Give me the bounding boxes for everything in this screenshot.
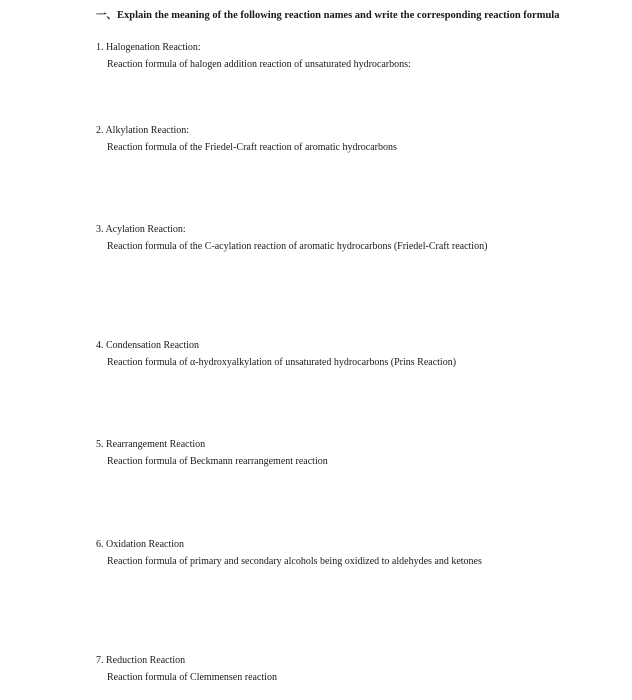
item-6-title: 6. Oxidation Reaction xyxy=(96,539,185,550)
item-4-title: 4. Condensation Reaction xyxy=(96,340,200,351)
item-7-description: Reaction formula of Clemmensen reaction xyxy=(107,672,277,683)
item-3-title: 3. Acylation Reaction: xyxy=(96,224,186,235)
item-7-title: 7. Reduction Reaction xyxy=(96,655,186,666)
item-1-description: Reaction formula of halogen addition reaction of unsaturated hydrocarbons: xyxy=(107,59,411,70)
page-heading: 一、Explain the meaning of the following reaction names and write the corresponding reaction formula xyxy=(96,10,560,21)
item-5-description: Reaction formula of Beckmann rearrangement reaction xyxy=(107,456,328,467)
item-2-description: Reaction formula of the Friedel-Craft reaction of aromatic hydrocarbons xyxy=(107,142,397,153)
item-1-title: 1. Halogenation Reaction: xyxy=(96,42,201,53)
item-4-description: Reaction formula of α-hydroxyalkylation of unsaturated hydrocarbons (Prins Reaction) xyxy=(107,357,457,368)
item-3-description: Reaction formula of the C-acylation reaction of aromatic hydrocarbons (Friedel-Craft reaction) xyxy=(107,241,488,252)
item-2-title: 2. Alkylation Reaction: xyxy=(96,125,190,136)
item-5-title: 5. Rearrangement Reaction xyxy=(96,439,206,450)
item-6-description: Reaction formula of primary and secondary alcohols being oxidized to aldehydes and ketones xyxy=(107,556,482,567)
